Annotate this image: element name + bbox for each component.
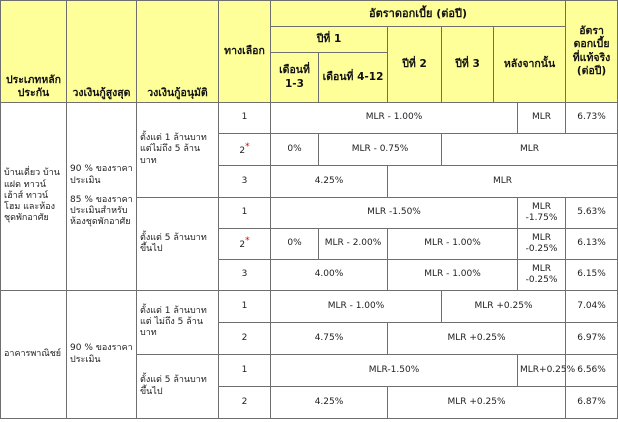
header-year-2: ปีที่ 2 <box>388 27 442 103</box>
header-option: ทางเลือก <box>219 1 271 103</box>
res-t1-opt1-rate-a: MLR - 1.00% <box>271 103 518 134</box>
residential-tier2-approved: ตั้งแต่ 5 ล้านบาท ขึ้นไป <box>137 198 219 291</box>
res-t1-opt3-rate-b: MLR <box>388 166 618 198</box>
residential-collateral: บ้านเดี่ยว บ้านแฝด ทาวน์เฮ้าส์ ทาวน์โฮม และห้องชุดพักอาศัย <box>1 103 67 291</box>
res-t2-opt1-effective: 5.63% <box>566 198 618 229</box>
com-t1-option-1: 1 <box>219 291 271 323</box>
header-after: หลังจากนั้น <box>494 27 566 103</box>
header-max-credit: วงเงินกู้สูงสุด <box>67 1 137 103</box>
com-t1-opt1-rate-b: MLR +0.25% <box>442 291 566 323</box>
footnote-mark: * <box>245 236 250 247</box>
com-t2-opt1-rate-b: MLR+0.25% <box>518 355 566 387</box>
com-t2-option-2: 2 <box>219 387 271 419</box>
com-t1-opt1-rate-a: MLR - 1.00% <box>271 291 442 323</box>
res-t1-opt1-rate-b: MLR <box>518 103 566 134</box>
res-t2-opt3-rate-b: MLR - 1.00% <box>388 260 518 291</box>
header-effective-rate: อัตราดอกเบี้ยที่แท้จริง (ต่อปี) <box>566 1 618 103</box>
res-t2-opt2-rate-d: MLR -0.25% <box>518 229 566 260</box>
residential-max-credit <box>67 103 137 291</box>
residential-max-credit-a: 90 % ของราคาประเมิน <box>70 164 133 186</box>
com-t2-opt1-rate-a: MLR-1.50% <box>271 355 518 387</box>
res-t2-opt2-rate-a: 0% <box>271 229 319 260</box>
res-t1-opt2-rate-b: MLR - 0.75% <box>319 134 442 166</box>
header-year-3: ปีที่ 3 <box>442 27 494 103</box>
res-t2-opt2-effective: 6.13% <box>566 229 618 260</box>
com-t1-opt2-rate-a: 4.75% <box>271 323 388 355</box>
com-t2-opt2-rate-a: 4.25% <box>271 387 388 419</box>
com-t1-opt2-effective: 6.97% <box>566 323 618 355</box>
res-t1-opt3-rate-a: 4.25% <box>271 166 388 198</box>
com-t2-opt1-effective: 6.56% <box>566 355 618 387</box>
res-t2-option-2: 2* <box>219 229 271 260</box>
res-t1-opt2-rate-a: 0% <box>271 134 319 166</box>
res-t1-option-3: 3 <box>219 166 271 198</box>
residential-tier1-approved: ตั้งแต่ 1 ล้านบาท แต่ไม่ถึง 5 ล้านบาท <box>137 103 219 198</box>
footnote-mark: * <box>245 141 250 152</box>
header-month-1-3: เดือนที่ 1-3 <box>271 53 319 103</box>
com-t2-option-1: 1 <box>219 355 271 387</box>
header-collateral-type: ประเภทหลักประกัน <box>1 1 67 103</box>
res-t2-option-1: 1 <box>219 198 271 229</box>
res-t2-opt2-rate-b: MLR - 2.00% <box>319 229 388 260</box>
commercial-tier2-approved: ตั้งแต่ 5 ล้านบาท ขึ้นไป <box>137 355 219 419</box>
res-t2-option-3: 3 <box>219 260 271 291</box>
commercial-max-credit: 90 % ของราคาประเมิน <box>67 291 137 419</box>
res-t2-opt3-effective: 6.15% <box>566 260 618 291</box>
commercial-tier1-approved: ตั้งแต่ 1 ล้านบาท แต่ ไม่ถึง 5 ล้านบาท <box>137 291 219 355</box>
res-t2-opt2-rate-c: MLR - 1.00% <box>388 229 518 260</box>
header-interest-rate: อัตราดอกเบี้ย (ต่อปี) <box>271 1 566 27</box>
res-t2-opt1-rate-b: MLR -1.75% <box>518 198 566 229</box>
res-t1-option-1: 1 <box>219 103 271 134</box>
res-t1-opt2-rate-c: MLR <box>442 134 618 166</box>
header-approved-credit: วงเงินกู้อนุมัติ <box>137 1 219 103</box>
res-t2-opt1-rate-a: MLR -1.50% <box>271 198 518 229</box>
res-t1-option-2: 2* <box>219 134 271 166</box>
com-t1-opt2-rate-b: MLR +0.25% <box>388 323 566 355</box>
com-t1-opt1-effective: 7.04% <box>566 291 618 323</box>
com-t2-opt2-effective: 6.87% <box>566 387 618 419</box>
res-t2-opt3-rate-a: 4.00% <box>271 260 388 291</box>
res-t1-opt1-effective: 6.73% <box>566 103 618 134</box>
com-t2-opt2-rate-b: MLR +0.25% <box>388 387 566 419</box>
res-t2-opt3-rate-c: MLR -0.25% <box>518 260 566 291</box>
com-t1-option-2: 2 <box>219 323 271 355</box>
residential-max-credit-b: 85 % ของราคาประเมินสำหรับห้องชุดพักอาศัย <box>70 194 133 228</box>
header-year-1: ปีที่ 1 <box>271 27 388 53</box>
commercial-collateral: อาคารพาณิชย์ <box>1 291 67 419</box>
header-month-4-12: เดือนที่ 4-12 <box>319 53 388 103</box>
